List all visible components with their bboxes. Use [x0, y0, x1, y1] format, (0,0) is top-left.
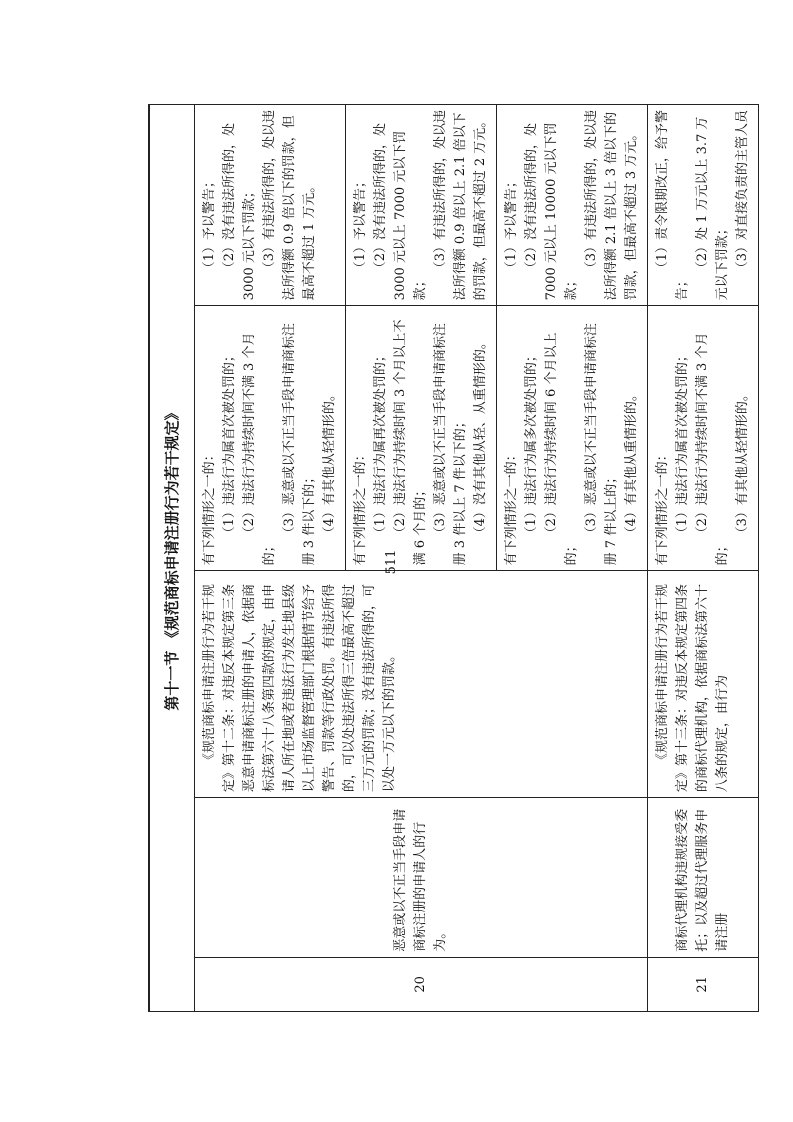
penalty-line: （3）有违法所得的，处以违法所得额 0.9 倍以下的罚款，但最高不超过 1 万元。 [262, 110, 317, 301]
penalty-table [148, 104, 759, 1012]
rotated-table-container [148, 104, 750, 1012]
violation-behavior: 商标代理机构违规接受委托；以及超过代理服务申请注册 [648, 798, 759, 958]
legal-basis: 《规范商标申请注册行为若干规定》第十二条：对违反本规定第三条恶意申请商标注册的申请人，依据商标法第六十八条第四款的规定，由申请人所在地或者违法行为发生地县级以上市场监督管理部门根据情节给予警告、罚款等行政处罚。有违法所得的，可以处违法所得三倍最高不超过三万元的罚款；没有违法所得的，可以处一万元以下的罚款。 [195, 571, 648, 798]
circumstance-line: （2）违法行为持续时间 3 个月以上不满 6 个月的； [393, 319, 428, 566]
item-number: 20 [195, 957, 648, 1011]
page-number: 511 [384, 549, 399, 575]
penalty-line: （1）责令限期改正，给予警告； [655, 110, 690, 301]
section-title: 第十一节 《规范商标申请注册行为若干规定》 [149, 105, 195, 1012]
penalty-standard [497, 105, 648, 306]
violation-circumstance [346, 306, 497, 571]
penalty-line: （3）对直接负责的主管人员 [735, 110, 750, 275]
circumstance-line: （3）恶意或以不正当手段申请商标注册 7 件以上的； [584, 323, 619, 566]
circumstance-line: （1）违法行为属多次被处罚的； [524, 349, 539, 540]
violation-behavior: 恶意或以不正当手段申请商标注册的申请人的行为。 [195, 798, 648, 958]
legal-basis: 《规范商标申请注册行为若干规定》第十三条：对违反本规定第四条的商标代理机构，依据商标法第六十八条的规定，由行为 [648, 571, 759, 798]
penalty-line: （2）没有违法所得的，处 7000 元以上 10000 元以下罚款； [524, 122, 579, 301]
item-number: 21 [648, 957, 759, 1011]
circumstance-line: （1）违法行为属首次被处罚的； [675, 349, 690, 540]
penalty-line: （3）有违法所得的，处以违法所得额 0.9 倍以上 2.1 倍以下的罚款，但最高不超过 2 万元。 [433, 110, 488, 301]
circumstance-line: （3）恶意或以不正当手段申请商标注册 3 件以上 7 件以下的； [433, 323, 468, 566]
circumstance-line: （2）违法行为持续时间不满 3 个月的； [695, 332, 730, 566]
circumstance-line: 有下列情形之一的： [504, 448, 519, 566]
circumstance-line: 有下列情形之一的： [353, 448, 368, 566]
penalty-standard [648, 105, 759, 306]
penalty-line: （2）没有违法所得的，处 3000 元以上 7000 元以下罚款； [373, 123, 428, 301]
circumstance-line: （4）没有其他从轻、从重情形的。 [473, 336, 488, 540]
violation-circumstance [497, 306, 648, 571]
table-row [195, 105, 346, 1012]
penalty-standard [346, 105, 497, 306]
violation-circumstance [648, 306, 759, 571]
circumstance-line: 有下列情形之一的： [202, 448, 217, 566]
section-title-row [149, 105, 195, 1012]
circumstance-line: 有下列情形之一的： [655, 448, 670, 566]
circumstance-line: （1）违法行为属首次被处罚的； [222, 349, 237, 540]
penalty-line: （1）予以警告； [202, 175, 217, 275]
circumstance-line: （4）有其他从轻情形的。 [322, 388, 337, 540]
circumstance-line: （1）违法行为属再次被处罚的； [373, 349, 388, 540]
penalty-line: （2）没有违法所得的，处 3000 元以下罚款； [222, 123, 257, 301]
circumstance-line: （4）有其他从重情形的。 [624, 388, 639, 540]
circumstance-line: （2）违法行为持续时间不满 3 个月的； [242, 332, 277, 566]
penalty-line: （1）予以警告； [504, 175, 519, 275]
penalty-line: （2）处 1 万元以上 3.7 万元以下罚款； [695, 116, 730, 301]
violation-circumstance [195, 306, 346, 571]
circumstance-line: （2）违法行为持续时间 6 个月以上的； [544, 332, 579, 566]
circumstance-line: （3）有其他从轻情形的。 [735, 388, 750, 540]
penalty-line: （3）有违法所得的，处以违法所得额 2.1 倍以上 3 倍以下的罚款，但最高不超过 3 万元。 [584, 110, 639, 301]
table-row [648, 105, 759, 1012]
circumstance-line: （3）恶意或以不正当手段申请商标注册 3 件以下的； [282, 323, 317, 566]
penalty-line: （1）予以警告； [353, 175, 368, 275]
penalty-standard [195, 105, 346, 306]
